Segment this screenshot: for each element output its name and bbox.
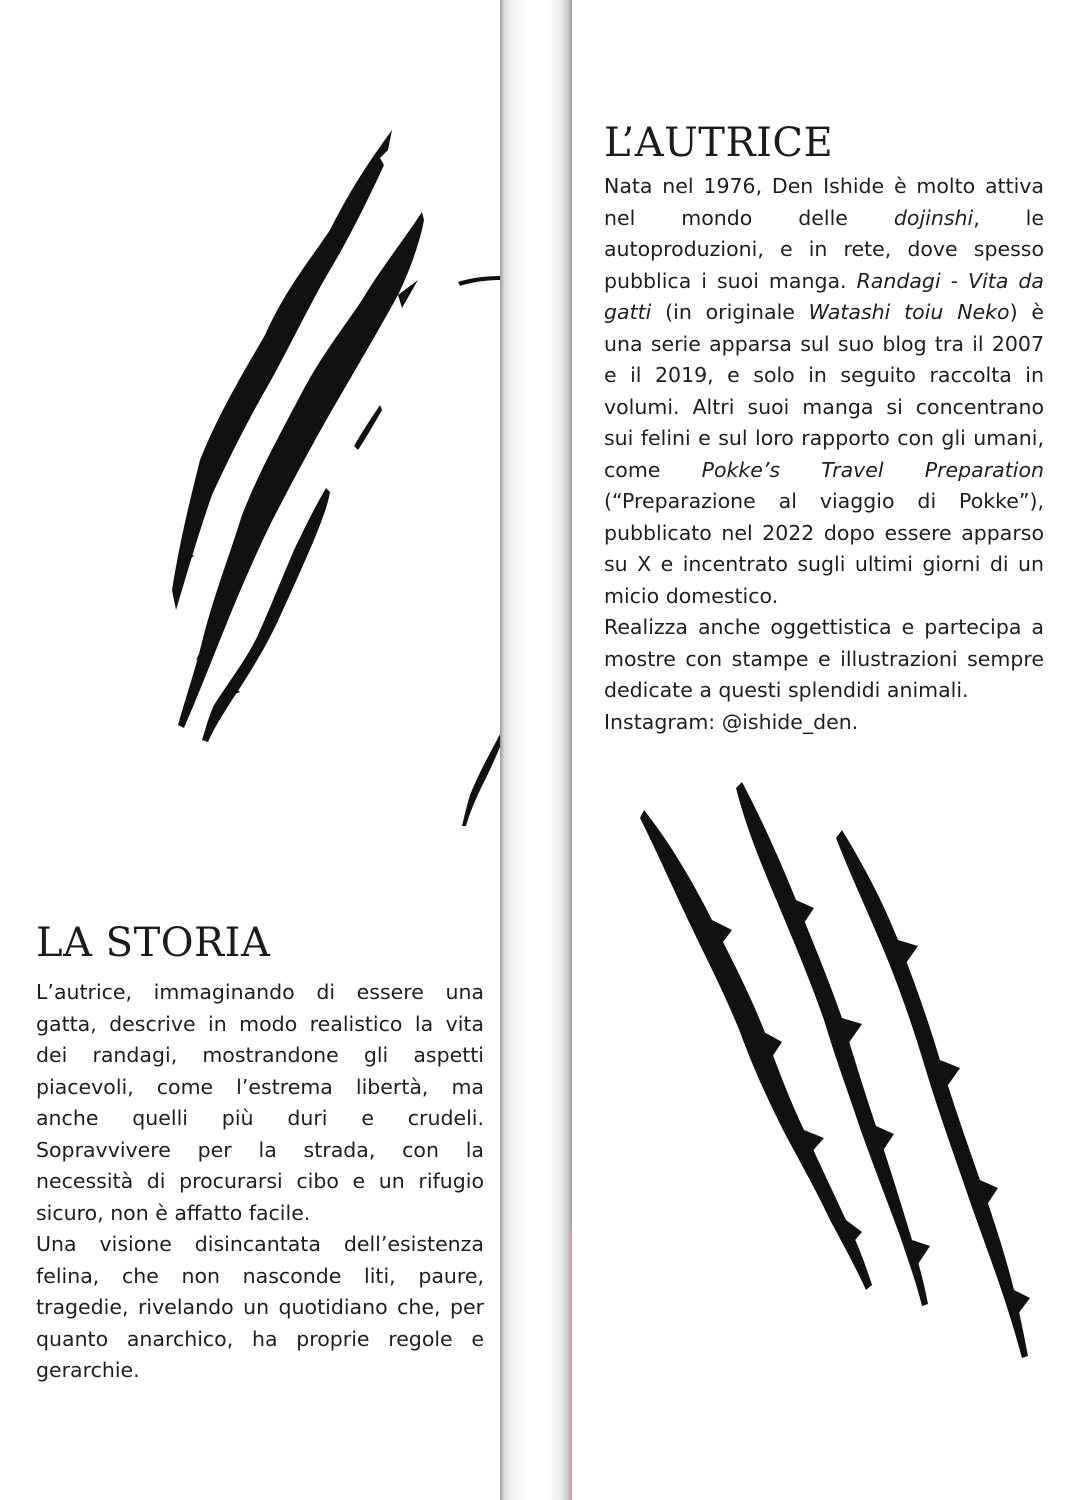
- bio-text-1: Nata nel 1976, Den Ishide è molto attiva nel mondo delle: [604, 174, 1044, 230]
- la-storia-paragraph-2: Una visione disincantata dell’esistenza felina, che non nasconde liti, paure, tragedie, rivelando un quotidiano che, per quanto anarchico, ha proprie regole e gerarchie.: [36, 1232, 484, 1382]
- bio-italic-randagi: Randagi - Vita da gatti: [604, 268, 1044, 324]
- bio-italic-dojinshi: dojinshi: [893, 205, 974, 230]
- l-autrice-text: [604, 171, 1044, 738]
- section-heading-la-storia: LA STORIA: [36, 920, 271, 966]
- instagram-handle: Instagram: @ishide_den.: [604, 709, 859, 734]
- l-autrice-paragraph-2: Realizza anche oggettistica e partecipa a mostre con stampe e illustrazioni sempre dedicate a questi splendidi animali.: [604, 615, 1044, 702]
- bio-text-3: (in originale: [651, 300, 809, 324]
- claw-scratch-icon: [440, 260, 500, 840]
- bio-text-4: ) è una serie apparsa sul suo blog tra il 2007 e il 2019, e solo in seguito raccolta in volumi. Altri suoi manga si concentrano sui felini e sul loro rapporto con gli umani, come: [604, 300, 1044, 482]
- bio-text-5: (“Preparazione al viaggio di Pokke”), pubblicato nel 2022 dopo essere apparso su X e incentrato sugli ultimi giorni di un micio domestico.: [604, 489, 1044, 608]
- right-page: [572, 0, 1074, 1500]
- bio-italic-pokke: Pokke’s Travel Preparation: [701, 457, 1044, 482]
- left-page: [0, 0, 500, 1500]
- bio-text-2: , le autoproduzioni, e in rete, dove spesso pubblica i suoi manga.: [604, 205, 1044, 293]
- bio-italic-watashi: Watashi toiu Neko: [808, 300, 1010, 324]
- la-storia-paragraph-1: L’autrice, immaginando di essere una gatta, descrive in modo realistico la vita dei randagi, mostrandone gli aspetti piacevoli, come l’estrema libertà, ma anche quelli più duri e crudeli. Sopravvivere per la strada, con la necessità di procurarsi cibo e un rifugio sicuro, non è affatto facile.: [36, 980, 484, 1225]
- book-gutter: [500, 0, 572, 1500]
- la-storia-text: [36, 977, 484, 1387]
- claw-scratch-icon: [80, 120, 500, 830]
- claw-scratch-icon: [632, 770, 1072, 1370]
- l-autrice-paragraph-1: [604, 171, 1044, 612]
- section-heading-l-autrice: L’AUTRICE: [604, 120, 834, 166]
